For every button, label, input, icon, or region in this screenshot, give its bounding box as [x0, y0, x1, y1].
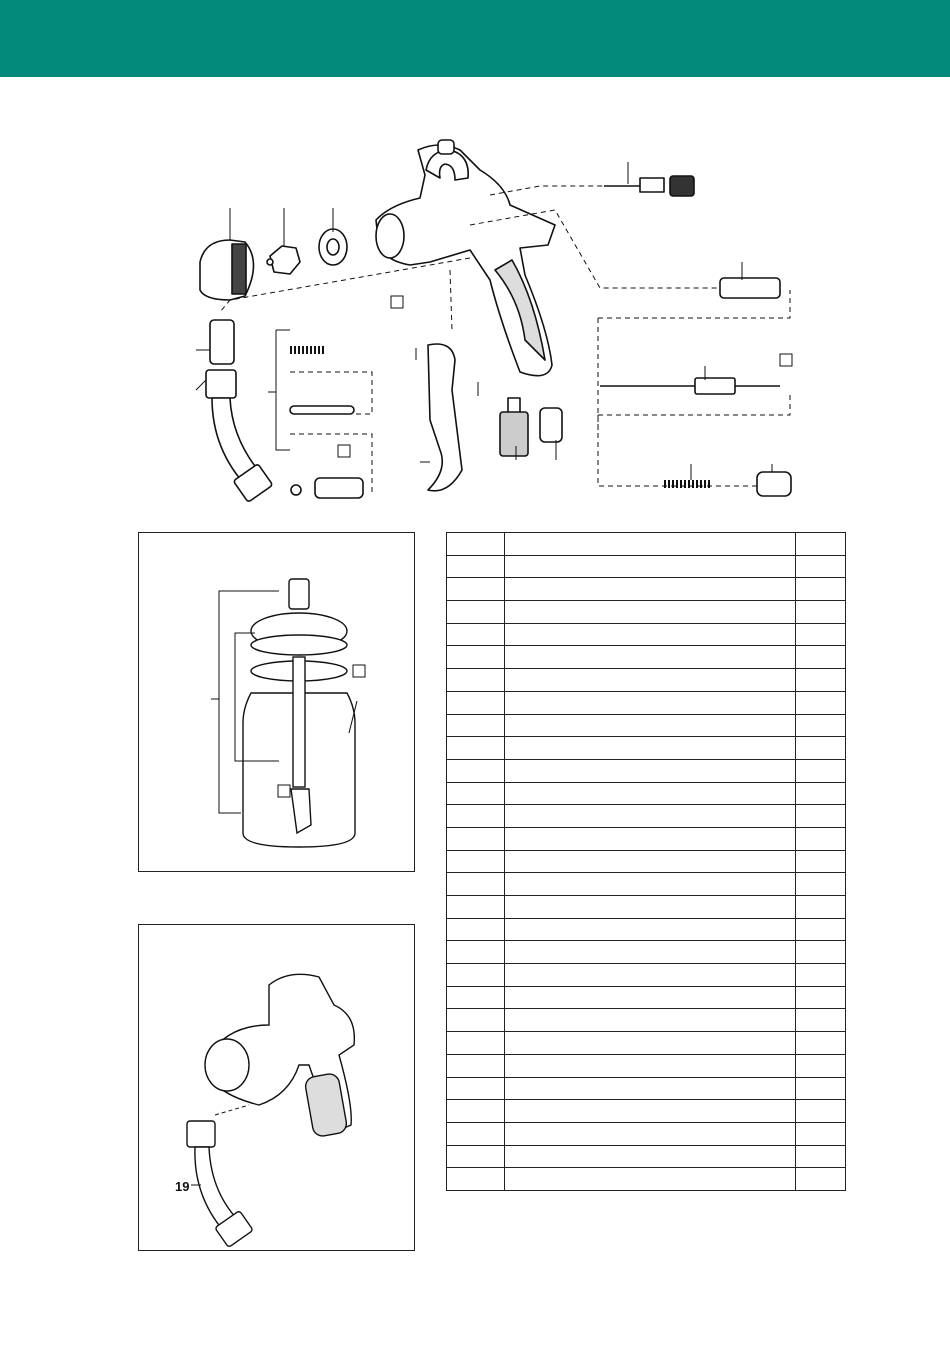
table-row — [447, 1054, 846, 1077]
adjuster-body — [500, 412, 528, 456]
fluid-connector — [210, 320, 234, 364]
table-cell — [447, 691, 505, 714]
table-row — [447, 1145, 846, 1168]
table-row — [447, 1168, 846, 1191]
table-cell — [796, 737, 846, 760]
table-cell — [505, 691, 796, 714]
table-cell — [505, 1168, 796, 1191]
needle-packing — [720, 278, 780, 298]
table-cell — [796, 896, 846, 919]
cup-nut — [289, 579, 309, 609]
table-cell — [505, 941, 796, 964]
table-cell — [447, 1122, 505, 1145]
table-cell — [796, 1168, 846, 1191]
table-cell — [447, 1054, 505, 1077]
table-cell — [447, 669, 505, 692]
table-row — [447, 578, 846, 601]
table-cell — [796, 1122, 846, 1145]
assembled-hose-nut — [187, 1121, 215, 1147]
callout-box-3 — [338, 445, 350, 457]
needle-sleeve — [695, 378, 735, 394]
table-cell — [505, 896, 796, 919]
bracket-solid — [268, 330, 290, 450]
table-cell — [796, 601, 846, 624]
table-cell — [505, 533, 796, 556]
table-cell — [447, 759, 505, 782]
table-cell — [505, 1122, 796, 1145]
table-cell — [796, 623, 846, 646]
table-row — [447, 986, 846, 1009]
table-cell — [447, 941, 505, 964]
trigger — [428, 344, 462, 491]
table-cell — [447, 533, 505, 556]
table-row — [447, 941, 846, 964]
callout-box-2 — [780, 354, 792, 366]
table-row — [447, 1077, 846, 1100]
table-cell — [796, 782, 846, 805]
table-cell — [447, 555, 505, 578]
table-cell — [796, 918, 846, 941]
table-cell — [796, 1100, 846, 1123]
table-cell — [447, 918, 505, 941]
table-cell — [505, 918, 796, 941]
air-cap-knurl — [232, 244, 246, 294]
assembled-air-cap — [205, 1039, 249, 1091]
table-cell — [447, 896, 505, 919]
table-row — [447, 1100, 846, 1123]
table-row — [447, 555, 846, 578]
table-cell — [447, 737, 505, 760]
table-cell — [447, 805, 505, 828]
table-cell — [505, 850, 796, 873]
table-row — [447, 623, 846, 646]
table-row — [447, 827, 846, 850]
nozzle — [270, 246, 300, 274]
table-cell — [447, 1145, 505, 1168]
table-cell — [505, 1100, 796, 1123]
hose-callout-label: 19 — [175, 1179, 190, 1194]
table-cell — [505, 782, 796, 805]
table-cell — [447, 782, 505, 805]
table-cell — [796, 986, 846, 1009]
cup-callout-box-1 — [353, 665, 365, 677]
table-cell — [447, 1077, 505, 1100]
table-cell — [505, 805, 796, 828]
table-cell — [796, 1077, 846, 1100]
table-row — [447, 805, 846, 828]
table-cell — [447, 1032, 505, 1055]
table-cell — [505, 714, 796, 737]
table-cell — [447, 601, 505, 624]
pin-rod — [290, 406, 354, 414]
table-cell — [505, 759, 796, 782]
table-row — [447, 1122, 846, 1145]
table-cell — [505, 555, 796, 578]
gun-assembled-drawing — [139, 925, 414, 1250]
table-row — [447, 714, 846, 737]
cup-tube — [293, 657, 305, 787]
gun-view-panel — [138, 924, 415, 1251]
table-cell — [447, 646, 505, 669]
table-cell — [447, 1168, 505, 1191]
table-cell — [505, 601, 796, 624]
table-cell — [505, 646, 796, 669]
table-row — [447, 533, 846, 556]
table-row — [447, 1009, 846, 1032]
table-row — [447, 964, 846, 987]
table-cell — [796, 805, 846, 828]
table-cell — [796, 941, 846, 964]
table-cell — [505, 986, 796, 1009]
table-cell — [796, 759, 846, 782]
table-cell — [796, 555, 846, 578]
baffle-ring-inner — [327, 239, 339, 255]
table-cell — [796, 578, 846, 601]
regulator-knob — [670, 176, 694, 196]
table-cell — [447, 986, 505, 1009]
screw-top — [438, 140, 454, 154]
table-row — [447, 918, 846, 941]
valve-body — [315, 478, 363, 498]
table-cell — [796, 533, 846, 556]
table-cell — [447, 873, 505, 896]
nozzle-tip — [267, 259, 273, 265]
table-cell — [447, 1009, 505, 1032]
table-cell — [505, 1054, 796, 1077]
table-row — [447, 646, 846, 669]
table-row — [447, 850, 846, 873]
parts-table — [446, 532, 846, 1191]
table-cell — [796, 873, 846, 896]
table-cell — [796, 1032, 846, 1055]
table-cell — [447, 850, 505, 873]
table-row — [447, 873, 846, 896]
table-row — [447, 782, 846, 805]
table-cell — [796, 691, 846, 714]
table-cell — [505, 1032, 796, 1055]
table-cell — [505, 1077, 796, 1100]
bracket-lines — [290, 372, 372, 495]
table-cell — [796, 646, 846, 669]
table-cell — [505, 669, 796, 692]
cup-assembly-drawing — [139, 533, 414, 871]
table-cell — [505, 873, 796, 896]
table-cell — [447, 827, 505, 850]
adjuster-cap — [757, 472, 791, 496]
table-cell — [505, 578, 796, 601]
cup-assembly-panel — [138, 532, 415, 872]
table-cell — [505, 1145, 796, 1168]
spray-gun-exploded-diagram — [0, 0, 950, 520]
table-cell — [796, 1054, 846, 1077]
table-cell — [796, 714, 846, 737]
table-cell — [505, 623, 796, 646]
table-cell — [447, 623, 505, 646]
table-cell — [796, 669, 846, 692]
regulator-body — [640, 178, 664, 192]
plug — [540, 408, 562, 442]
washer-small — [291, 485, 301, 495]
table-cell — [505, 737, 796, 760]
table-cell — [505, 964, 796, 987]
table-cell — [447, 964, 505, 987]
cup-callout-box-2 — [278, 785, 290, 797]
table-cell — [796, 850, 846, 873]
assembled-leader — [215, 1105, 249, 1115]
cup-lid-rim — [251, 635, 347, 655]
callout-box-1 — [391, 296, 403, 308]
table-row — [447, 896, 846, 919]
table-cell — [796, 827, 846, 850]
table-cell — [796, 964, 846, 987]
table-row — [447, 669, 846, 692]
table-cell — [447, 1100, 505, 1123]
table-row — [447, 737, 846, 760]
table-cell — [447, 714, 505, 737]
table-cell — [505, 1009, 796, 1032]
gun-head-opening — [376, 214, 404, 258]
table-cell — [505, 827, 796, 850]
table-row — [447, 759, 846, 782]
table-row — [447, 691, 846, 714]
table-row — [447, 1032, 846, 1055]
hose-nut — [206, 370, 236, 398]
table-cell — [796, 1145, 846, 1168]
table-cell — [447, 578, 505, 601]
table-row — [447, 601, 846, 624]
table-cell — [796, 1009, 846, 1032]
